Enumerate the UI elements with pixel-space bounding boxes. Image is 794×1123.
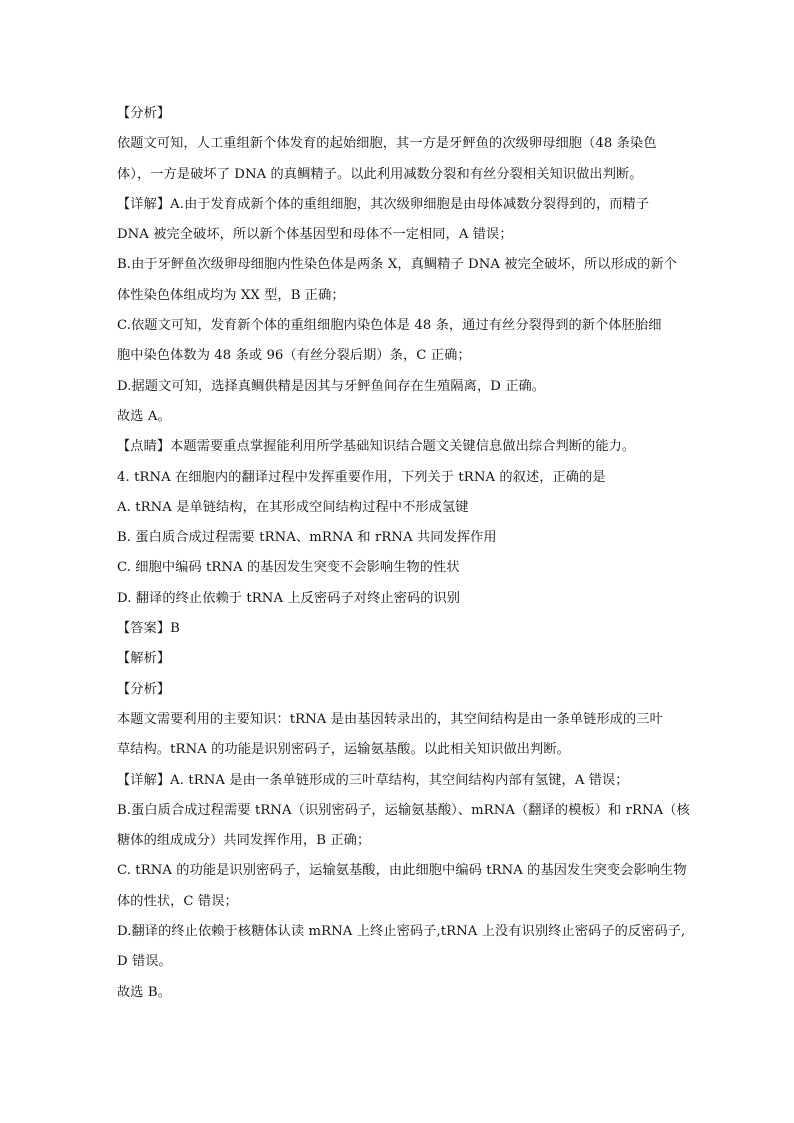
detail-text-line: C. tRNA 的功能是识别密码子，运输氨基酸，由此细胞中编码 tRNA 的基因发生突变会影响生物: [117, 863, 687, 879]
analysis-text-line: 本题文需要利用的主要知识：tRNA 是由基因转录出的，其空间结构是由一条单链形成的三叶: [117, 711, 663, 727]
detail-text-line: 【详解】A.由于发育成新个体的重组细胞，其次级卵细胞是由母体减数分裂得到的，而精子: [117, 196, 650, 212]
comment-text-line: 【点睛】本题需要重点掌握能利用所学基础知识结合题文关键信息做出综合判断的能力。: [117, 439, 636, 455]
option-b: B. 蛋白质合成过程需要 tRNA、mRNA 和 rRNA 共同发挥作用: [117, 530, 497, 546]
detail-text-line: 胞中染色体数为 48 条或 96（有丝分裂后期）条，C 正确；: [117, 348, 471, 364]
detail-text-line: 体的性状，C 错误；: [117, 893, 238, 909]
answer-choice-line: 故选 B。: [117, 984, 171, 1000]
detail-text-line: B.由于牙鲆鱼次级卵母细胞内性染色体是两条 X，真鲷精子 DNA 被完全破坏，所以形成的新个: [117, 257, 678, 273]
analysis-text-line: 依题文可知，人工重组新个体发育的起始细胞，其一方是牙鲆鱼的次级卵母细胞（48 条染色: [117, 136, 657, 152]
detail-text-line: B.蛋白质合成过程需要 tRNA（识别密码子，运输氨基酸）、mRNA（翻译的模板）和 rRNA（核: [117, 802, 690, 818]
section-heading-explanation: 【解析】: [117, 651, 171, 667]
detail-text-line: 糖体的组成成分）共同发挥作用，B 正确；: [117, 833, 371, 849]
option-d: D. 翻译的终止依赖于 tRNA 上反密码子对终止密码的识别: [117, 590, 461, 606]
option-a: A. tRNA 是单链结构，在其形成空间结构过程中不形成氢键: [117, 499, 469, 515]
answer-line: 【答案】B: [117, 621, 180, 637]
section-heading-analysis: 【分析】: [117, 106, 171, 121]
document-page: [117, 99, 689, 1008]
question-stem: 4. tRNA 在细胞内的翻译过程中发挥重要作用，下列关于 tRNA 的叙述，正确的是: [117, 469, 606, 485]
answer-choice-line: 故选 A。: [117, 408, 171, 424]
analysis-text-line: 体），一方是破坏了 DNA 的真鲷精子。以此利用减数分裂和有丝分裂相关知识做出判断。: [117, 166, 643, 182]
detail-text-line: C.依题文可知，发育新个体的重组细胞内染色体是 48 条，通过有丝分裂得到的新个体胚胎细: [117, 318, 662, 334]
detail-text-line: 体性染色体组成均为 XX 型，B 正确；: [117, 287, 345, 303]
analysis-text-line: 草结构。tRNA 的功能是识别密码子，运输氨基酸。以此相关知识做出判断。: [117, 742, 570, 758]
section-heading-analysis: 【分析】: [117, 681, 171, 697]
detail-text-line: DNA 被完全破坏，所以新个体基因型和母体不一定相同，A 错误；: [117, 227, 513, 243]
detail-text-line: D.据题文可知，选择真鲷供精是因其与牙鲆鱼间存在生殖隔离，D 正确。: [117, 378, 546, 394]
option-c: C. 细胞中编码 tRNA 的基因发生突变不会影响生物的性状: [117, 560, 460, 576]
detail-text-line: D 错误。: [117, 954, 172, 970]
detail-text-line: 【详解】A. tRNA 是由一条单链形成的三叶草结构，其空间结构内部有氢键，A 错误；: [117, 772, 629, 788]
detail-text-line: D.翻译的终止依赖于核糖体认读 mRNA 上终止密码子,tRNA 上没有识别终止密码子的反密码子,: [117, 924, 686, 940]
